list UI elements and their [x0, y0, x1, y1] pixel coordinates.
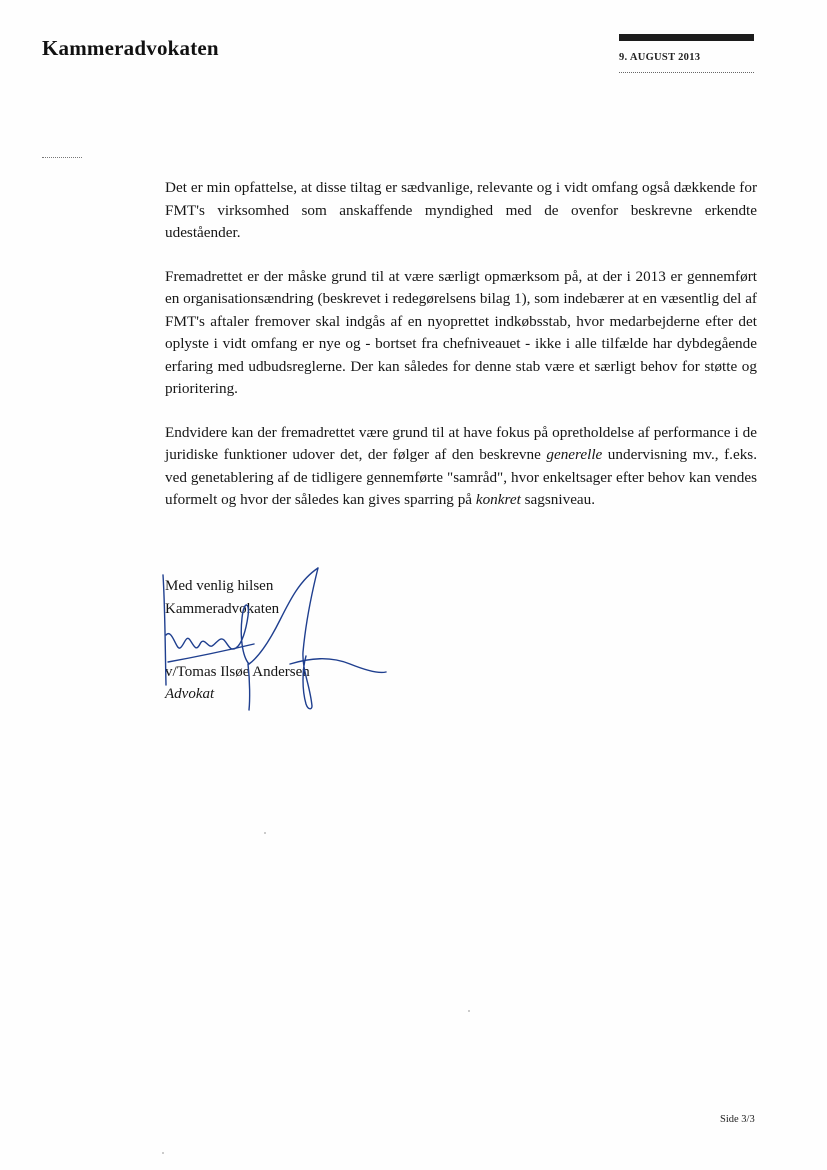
date-underline — [619, 72, 754, 73]
closing-block — [165, 575, 310, 702]
signer-name: v/Tomas Ilsøe Andersen — [165, 664, 310, 680]
scan-speck — [162, 1152, 164, 1154]
paragraph-3-text-a: Endvidere kan der fremadrettet være grund til at have fokus på opretholdelse af performance i de juridiske funktioner udover det, der følger af den beskrevne — [165, 423, 757, 463]
closing-sender: Kammeradvokaten — [165, 600, 280, 617]
paragraph-3-emphasis-generelle: generelle — [546, 446, 603, 463]
margin-mark — [42, 157, 82, 158]
signer-title: Advokat — [165, 686, 215, 702]
paragraph-3-text-b: undervisning mv., f.eks. ved genetablering af de tidligere gennemførte "samråd", hvor enkeltsager efter behov kan vendes uformelt og hvor der således kan gives sparring på — [165, 446, 757, 508]
organization-name: Kammeradvokaten — [42, 36, 219, 60]
page-number: Side 3/3 — [720, 1114, 755, 1125]
closing-greeting: Med venlig hilsen — [165, 578, 274, 594]
scan-speck — [468, 1010, 470, 1012]
letter-body — [165, 177, 757, 533]
date-header-bar — [619, 34, 754, 41]
paragraph-3-emphasis-konkret: konkret — [475, 491, 521, 508]
letter-date: 9. AUGUST 2013 — [619, 52, 701, 63]
paragraph-1: Det er min opfattelse, at disse tiltag er sædvanlige, relevante og i vidt omfang også dækkende for FMT's virksomhed som anskaffende myndighed med de ovenfor beskrevne erkendte udeståender. — [165, 179, 757, 241]
scan-speck — [264, 832, 266, 834]
paragraph-2: Fremadrettet er der måske grund til at være særligt opmærksom på, at der i 2013 er gennemført en organisationsændring (beskrevet i redegørelsens bilag 1), som indebærer at en væsentlig del af FMT's aftaler fremover skal indgås af en nyoprettet indkøbsstab, hvor medarbejderne efter det oplyste i vidt omfang er nye og - bortset fra chefniveauet - ikke i alle tilfælde har dybdegående erfaring med udbudsreglerne. Der kan således for denne stab være et særligt behov for støtte og prioritering. — [165, 267, 757, 397]
paragraph-3-text-c: sagsniveau. — [520, 491, 596, 508]
paragraph-3 — [165, 422, 757, 512]
